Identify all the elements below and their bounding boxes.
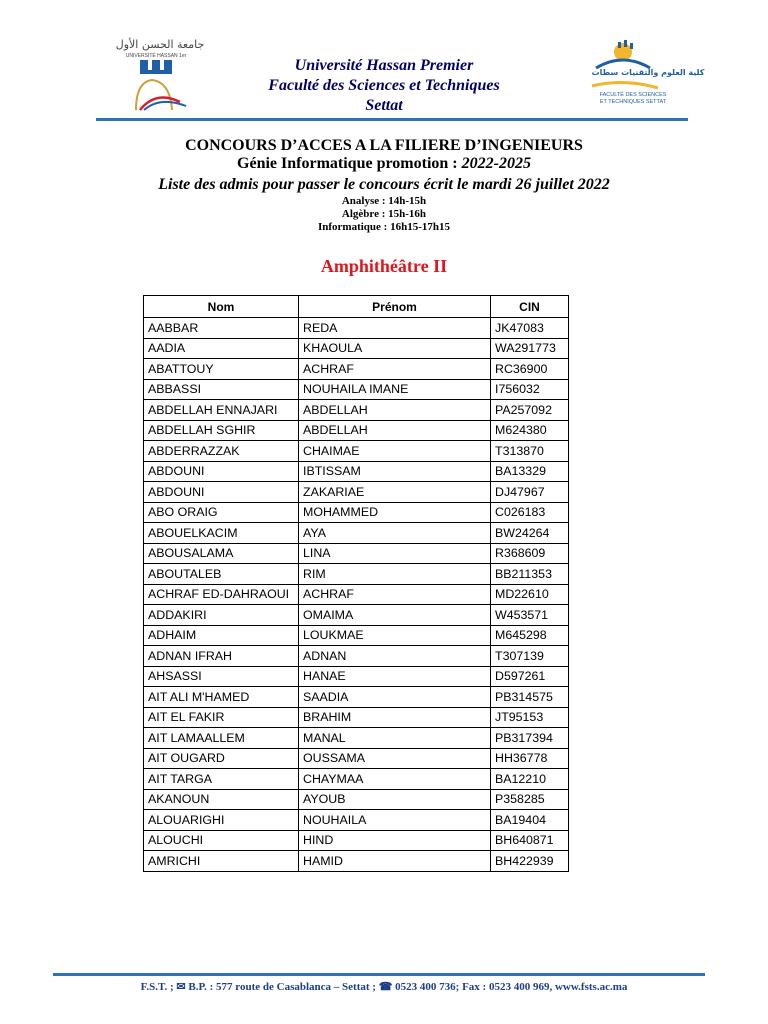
cell-nom: ABOUELKACIM [144,523,299,544]
cell-nom: AIT TARGA [144,769,299,790]
cell-cin: W453571 [491,605,569,626]
cell-nom: ALOUARIGHI [144,810,299,831]
table-row [144,502,569,523]
footer-divider [53,973,705,976]
cell-cin: T313870 [491,441,569,462]
university-name: Université Hassan Premier [294,57,474,74]
cell-prenom: BRAHIM [299,707,491,728]
cell-cin: PB317394 [491,728,569,749]
cell-nom: AMRICHI [144,851,299,872]
cell-prenom: MOHAMMED [299,502,491,523]
cell-nom: ADHAIM [144,625,299,646]
cell-nom: AADIA [144,338,299,359]
table-row [144,523,569,544]
table-row [144,748,569,769]
schedule-algebre: Algèbre : 15h-16h [341,208,427,220]
city-name: Settat [365,97,403,114]
table-row [144,646,569,667]
cell-nom: ABO ORAIG [144,502,299,523]
table-row [144,728,569,749]
table-row [144,605,569,626]
cell-prenom: IBTISSAM [299,461,491,482]
cell-nom: AIT OUGARD [144,748,299,769]
cell-prenom: RIM [299,564,491,585]
cell-prenom: ABDELLAH [299,420,491,441]
table-row [144,810,569,831]
cell-prenom: NOUHAILA IMANE [299,379,491,400]
table-row [144,707,569,728]
cell-cin: BA19404 [491,810,569,831]
table-row [144,543,569,564]
cell-cin: BA12210 [491,769,569,790]
cell-nom: AIT EL FAKIR [144,707,299,728]
cell-prenom: SAADIA [299,687,491,708]
room-title: Amphithéâtre II [320,256,448,276]
schedule-informatique: Informatique : 16h15-17h15 [317,221,450,233]
cell-prenom: CHAYMAA [299,769,491,790]
cell-cin: D597261 [491,666,569,687]
cell-prenom: OMAIMA [299,605,491,626]
cell-nom: AABBAR [144,318,299,339]
cell-prenom: AYA [299,523,491,544]
cell-nom: ABDELLAH SGHIR [144,420,299,441]
cell-cin: BH640871 [491,830,569,851]
cell-nom: AKANOUN [144,789,299,810]
program-title [0,155,768,173]
table-row [144,400,569,421]
cell-cin: DJ47967 [491,482,569,503]
cell-prenom: ADNAN [299,646,491,667]
table-row [144,461,569,482]
cell-nom: ABOUSALAMA [144,543,299,564]
admitted-students-table [143,295,569,872]
cell-prenom: HAMID [299,851,491,872]
table-row [144,482,569,503]
cell-cin: BA13329 [491,461,569,482]
footer-contact: F.S.T. ; ✉ B.P. : 577 route de Casablanca – Settat ; ☎ 0523 400 736; Fax : 0523 400 969, www.fsts.ac.ma [140,981,628,993]
cell-cin: BB211353 [491,564,569,585]
cell-cin: PB314575 [491,687,569,708]
cell-prenom: AYOUB [299,789,491,810]
cell-nom: ABDOUNI [144,482,299,503]
table-row [144,564,569,585]
cell-cin: M645298 [491,625,569,646]
cell-nom: ABBASSI [144,379,299,400]
logo-latin-text: UNIVERSITÉ HASSAN 1er [125,53,187,59]
logo-arabic-text: كلية العلوم والتقنيات سطات [591,68,705,77]
schedule-analyse: Analyse : 14h-15h [341,195,427,207]
cell-nom: ALOUCHI [144,830,299,851]
cell-nom: ADNAN IFRAH [144,646,299,667]
table-row [144,318,569,339]
table-row [144,584,569,605]
table-row [144,625,569,646]
cell-nom: ABATTOUY [144,359,299,380]
exam-schedule [0,195,768,234]
cell-cin: RC36900 [491,359,569,380]
table-row [144,359,569,380]
cell-nom: AHSASSI [144,666,299,687]
table-row [144,789,569,810]
cell-cin: PA257092 [491,400,569,421]
table-row [144,420,569,441]
cell-prenom: MANAL [299,728,491,749]
table-row [144,830,569,851]
faculty-name: Faculté des Sciences et Techniques [268,77,500,94]
column-header-prenom: Prénom [299,296,491,318]
table-row [144,441,569,462]
cell-prenom: OUSSAMA [299,748,491,769]
logo-arabic-text: جامعة الحسن الأول [115,38,205,51]
logo-sub-text-1: FACULTÉ DES SCIENCES [599,92,667,98]
header-divider [96,118,688,121]
table-row [144,769,569,790]
cell-cin: JK47083 [491,318,569,339]
program-label: Génie Informatique promotion : [237,155,462,172]
cell-cin: BW24264 [491,523,569,544]
cell-nom: ADDAKIRI [144,605,299,626]
cell-cin: C026183 [491,502,569,523]
institution-header [0,56,768,116]
cell-prenom: ABDELLAH [299,400,491,421]
cell-cin: HH36778 [491,748,569,769]
cell-prenom: LINA [299,543,491,564]
cell-cin: BH422939 [491,851,569,872]
competition-title: CONCOURS D’ACCES A LA FILIERE D’INGENIEURS [185,137,583,154]
logo-sub-text-2: ET TECHNIQUES SETTAT [599,99,667,105]
cell-nom: ABDELLAH ENNAJARI [144,400,299,421]
cell-nom: ACHRAF ED-DAHRAOUI [144,584,299,605]
table-header-row [144,296,569,318]
table-row [144,379,569,400]
cell-nom: ABOUTALEB [144,564,299,585]
cell-cin: R368609 [491,543,569,564]
cell-cin: M624380 [491,420,569,441]
cell-cin: MD22610 [491,584,569,605]
cell-cin: WA291773 [491,338,569,359]
cell-cin: P358285 [491,789,569,810]
column-header-cin: CIN [491,296,569,318]
table-row [144,851,569,872]
table-row [144,338,569,359]
cell-cin: T307139 [491,646,569,667]
cell-prenom: KHAOULA [299,338,491,359]
cell-cin: I756032 [491,379,569,400]
cell-prenom: ACHRAF [299,584,491,605]
cell-nom: AIT LAMAALLEM [144,728,299,749]
list-title: Liste des admis pour passer le concours écrit le mardi 26 juillet 2022 [158,176,610,193]
cell-nom: ABDOUNI [144,461,299,482]
cell-prenom: ZAKARIAE [299,482,491,503]
cell-prenom: ACHRAF [299,359,491,380]
cell-prenom: HANAE [299,666,491,687]
cell-prenom: LOUKMAE [299,625,491,646]
promotion-years: 2022-2025 [461,155,531,172]
column-header-nom: Nom [144,296,299,318]
cell-nom: ABDERRAZZAK [144,441,299,462]
cell-prenom: HIND [299,830,491,851]
cell-prenom: NOUHAILA [299,810,491,831]
cell-cin: JT95153 [491,707,569,728]
table-row [144,666,569,687]
table-row [144,687,569,708]
cell-nom: AIT ALI M'HAMED [144,687,299,708]
cell-prenom: CHAIMAE [299,441,491,462]
cell-prenom: REDA [299,318,491,339]
